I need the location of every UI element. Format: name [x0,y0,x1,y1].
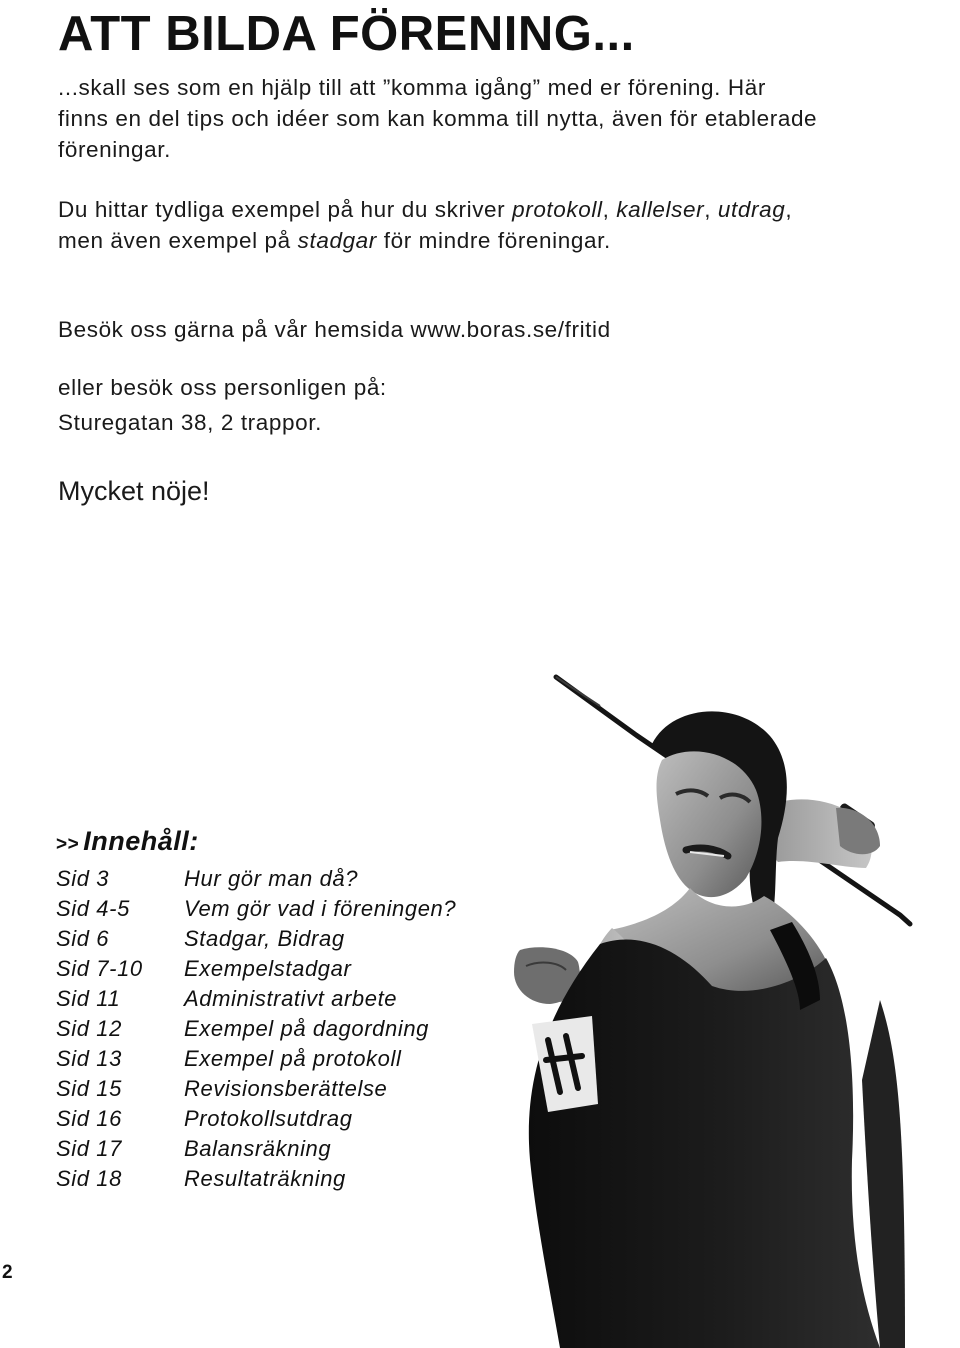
page-number: 2 [2,1262,13,1283]
closing-text: Mycket nöje! [58,476,210,506]
address-text: Sturegatan 38, 2 trappor. [58,410,322,435]
visit-person-text: eller besök oss personligen på: [58,375,387,400]
toc-item [56,984,526,1014]
toc-title: Vem gör vad i föreningen? [184,896,457,921]
emphasis-kallelser: kallelser [616,197,705,222]
toc-item [56,1074,526,1104]
toc-item [56,1134,526,1164]
toc-title: Revisionsberättelse [184,1076,388,1101]
toc-title: Protokollsutdrag [184,1106,353,1131]
toc-item [56,1164,526,1194]
toc-page: Sid 12 [56,1016,122,1041]
toc-item [56,864,526,894]
intro-lead: ...skall ses som en hjälp till att ”komma igång” med er förening. Här finns en del tips och idéer som kan komma till nytta, även för etablerade föreningar. [58,75,818,162]
table-of-contents [56,864,526,1194]
toc-page: Sid 15 [56,1076,122,1101]
visit-website-text: Besök oss gärna på vår hemsida www.boras.se/fritid [58,317,611,342]
toc-page: Sid 16 [56,1106,122,1131]
toc-title: Stadgar, Bidrag [184,926,345,951]
intro-examples: Du hittar tydliga exempel på hur du skriver protokoll, kallelser, utdrag, men även exempel på stadgar för mindre föreningar. [58,197,793,253]
toc-arrows: >> [56,834,80,855]
toc-item [56,1044,526,1074]
toc-title: Exempel på protokoll [184,1046,402,1071]
toc-title: Exempelstadgar [184,956,352,981]
toc-page: Sid 4-5 [56,896,130,921]
toc-page: Sid 17 [56,1136,122,1161]
toc-title: Balansräkning [184,1136,332,1161]
toc-page: Sid 3 [56,866,110,891]
toc-page: Sid 7-10 [56,956,143,981]
toc-title: Exempel på dagordning [184,1016,429,1041]
toc-item [56,1014,526,1044]
toc-item [56,1104,526,1134]
toc-title: Administrativt arbete [184,986,398,1011]
toc-heading [56,826,199,857]
toc-page: Sid 18 [56,1166,122,1191]
emphasis-stadgar: stadgar [297,228,377,253]
toc-item [56,894,526,924]
toc-page: Sid 11 [56,986,121,1011]
emphasis-protokoll: protokoll [512,197,603,222]
toc-page: Sid 13 [56,1046,122,1071]
emphasis-utdrag: utdrag [717,197,786,222]
toc-heading-label: Innehåll: [83,826,199,856]
toc-title: Resultaträkning [184,1166,346,1191]
toc-title: Hur gör man då? [184,866,359,891]
toc-page: Sid 6 [56,926,110,951]
page-title: ATT BILDA FÖRENING... [58,7,635,61]
toc-item [56,924,526,954]
toc-item [56,954,526,984]
